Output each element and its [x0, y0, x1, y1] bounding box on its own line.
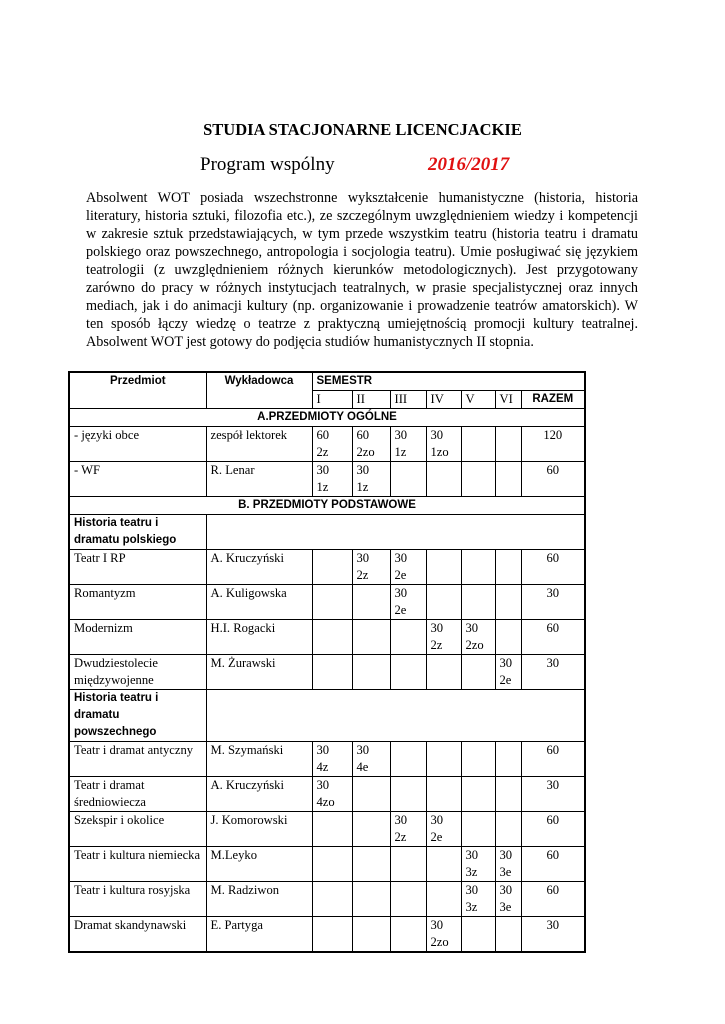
semester-cell: [312, 620, 352, 655]
total-cell: 30: [521, 655, 585, 690]
lecturer-cell: A. Kuligowska: [206, 585, 312, 620]
credit-value: 2z: [316, 445, 329, 459]
hours-value: 30: [430, 813, 444, 827]
semester-cell: [461, 882, 495, 917]
semester-cell: [426, 777, 461, 812]
hours-value: 30: [430, 621, 444, 635]
subject-cell: Teatr i dramat antyczny: [69, 742, 206, 777]
section-row: [69, 409, 585, 427]
table-row: [69, 550, 585, 585]
semester-cell: [461, 550, 495, 585]
lecturer-cell: A. Kruczyński: [206, 550, 312, 585]
program-label: Program wspólny: [200, 154, 335, 175]
subject-cell: Modernizm: [69, 620, 206, 655]
credit-value: 3e: [499, 900, 512, 914]
semester-cell: [390, 585, 426, 620]
hours-value: 30: [465, 883, 479, 897]
semester-cell: [352, 847, 390, 882]
semester-cell: [352, 462, 390, 497]
table-row: [69, 655, 585, 690]
semester-cell: [461, 847, 495, 882]
hours-value: 30: [316, 778, 330, 792]
credit-value: 2e: [499, 673, 512, 687]
semester-cell: [352, 427, 390, 462]
semester-cell: [312, 585, 352, 620]
hours-value: 30: [394, 551, 408, 565]
semester-cell: [390, 550, 426, 585]
subject-header: Przedmiot: [69, 372, 206, 409]
semester-cell: [495, 427, 521, 462]
group-spacer: [206, 690, 585, 742]
semester-cell: [495, 847, 521, 882]
lecturer-cell: M. Szymański: [206, 742, 312, 777]
subject-cell: Romantyzm: [69, 585, 206, 620]
semester-cell: [390, 462, 426, 497]
semester-cell: [352, 585, 390, 620]
subject-cell: Teatr i kultura rosyjska: [69, 882, 206, 917]
semester-cell: [312, 550, 352, 585]
semester-cell: [352, 550, 390, 585]
subject-cell: Teatr i kultura niemiecka: [69, 847, 206, 882]
group-title: Historia teatru i dramatu polskiego: [69, 515, 206, 550]
hours-value: 30: [316, 743, 330, 757]
table-row: [69, 620, 585, 655]
semester-cell: [461, 655, 495, 690]
table-row: [69, 462, 585, 497]
table-row: [69, 742, 585, 777]
total-cell: 60: [521, 620, 585, 655]
semester-cell: [426, 620, 461, 655]
section-b-title: B. PRZEDMIOTY PODSTAWOWE: [69, 497, 585, 515]
semester-cell: [426, 655, 461, 690]
semester-cell: [312, 847, 352, 882]
semester-cell: [312, 812, 352, 847]
lecturer-cell: R. Lenar: [206, 462, 312, 497]
program-table-body: [69, 372, 585, 952]
table-row: [69, 917, 585, 953]
semester-cell: [426, 917, 461, 953]
semester-cell: [312, 462, 352, 497]
semester-cell: [461, 427, 495, 462]
credit-value: 4z: [316, 760, 329, 774]
group-row: [69, 690, 585, 742]
hours-value: 30: [499, 848, 513, 862]
credit-value: 2z: [394, 830, 407, 844]
semester-cell: [426, 812, 461, 847]
semester-cell: [495, 882, 521, 917]
total-header: RAZEM: [521, 391, 585, 409]
semester-cell: [495, 462, 521, 497]
table-row: [69, 847, 585, 882]
hours-value: 30: [465, 621, 479, 635]
credit-value: 2zo: [430, 935, 449, 949]
total-cell: 30: [521, 777, 585, 812]
subject-cell: Dramat skandynawski: [69, 917, 206, 953]
semester-label: III: [390, 391, 426, 409]
semester-cell: [312, 427, 352, 462]
semester-cell: [495, 742, 521, 777]
hours-value: 30: [499, 883, 513, 897]
semester-cell: [312, 742, 352, 777]
semester-cell: [312, 882, 352, 917]
hours-value: 30: [356, 463, 370, 477]
intro-paragraph: Absolwent WOT posiada wszechstronne wykształcenie humanistyczne (historia, historia literatury, historia sztuki, filozofia etc.), ze szczególnym uwzględnieniem wiedzy i kompetencji w zakresie sztuk przedstawiających, w tym przede wszystkim teatru (historia teatru i dramatu polskiego oraz powszechnego, antropologia i socjologia teatru). Umie posługiwać się językiem teatrologii (z uwzględnieniem różnych kierunków metodologicznych). Jest przygotowany zarówno do pracy w różnych instytucjach teatralnych, w prasie specjalistycznej oraz innych mediach, jak i do animacji kultury (np. organizowanie i prowadzenie teatrów amatorskich). W ten sposób łączy wiedzę o teatrze z praktyczną umiejętnością promocji kultury teatralnej. Absolwent WOT jest gotowy do podjęcia studiów humanistycznych II stopnia.: [86, 190, 638, 350]
group-title: Historia teatru i dramatu powszechnego: [69, 690, 206, 742]
group-spacer: [206, 515, 585, 550]
semester-cell: [426, 742, 461, 777]
semester-cell: [352, 812, 390, 847]
hours-value: 30: [394, 586, 408, 600]
academic-year: 2016/2017: [428, 154, 510, 175]
hours-value: 30: [499, 656, 513, 670]
hours-value: 60: [316, 428, 330, 442]
credit-value: 2e: [394, 568, 407, 582]
group-row: [69, 515, 585, 550]
table-row: [69, 427, 585, 462]
semester-cell: [352, 742, 390, 777]
subject-cell: Szekspir i okolice: [69, 812, 206, 847]
semester-cell: [352, 917, 390, 953]
semester-header: SEMESTR: [312, 372, 585, 391]
subject-cell: Teatr i dramat średniowiecza: [69, 777, 206, 812]
hours-value: 30: [430, 918, 444, 932]
semester-cell: [426, 462, 461, 497]
page-title: STUDIA STACJONARNE LICENCJACKIE: [203, 120, 522, 139]
semester-cell: [426, 882, 461, 917]
total-cell: 30: [521, 585, 585, 620]
hours-value: 60: [356, 428, 370, 442]
hours-value: 30: [465, 848, 479, 862]
credit-value: 4e: [356, 760, 369, 774]
semester-cell: [461, 585, 495, 620]
credit-value: 2z: [356, 568, 369, 582]
semester-cell: [390, 655, 426, 690]
hours-value: 30: [316, 463, 330, 477]
program-table: [68, 371, 586, 953]
subject-cell: - języki obce: [69, 427, 206, 462]
semester-cell: [495, 585, 521, 620]
total-cell: 60: [521, 742, 585, 777]
semester-cell: [390, 882, 426, 917]
semester-cell: [426, 550, 461, 585]
semester-cell: [352, 882, 390, 917]
semester-cell: [426, 585, 461, 620]
credit-value: 3z: [465, 865, 478, 879]
total-cell: 60: [521, 812, 585, 847]
credit-value: 4zo: [316, 795, 335, 809]
semester-label: IV: [426, 391, 461, 409]
total-cell: 60: [521, 462, 585, 497]
semester-cell: [426, 847, 461, 882]
semester-label: VI: [495, 391, 521, 409]
semester-cell: [461, 812, 495, 847]
subject-cell: Dwudziestolecie międzywojenne: [69, 655, 206, 690]
semester-cell: [495, 917, 521, 953]
semester-label: I: [312, 391, 352, 409]
semester-cell: [461, 742, 495, 777]
hours-value: 30: [430, 428, 444, 442]
total-cell: 60: [521, 847, 585, 882]
semester-cell: [461, 917, 495, 953]
semester-cell: [352, 655, 390, 690]
semester-cell: [495, 655, 521, 690]
semester-cell: [312, 655, 352, 690]
semester-cell: [352, 620, 390, 655]
hours-value: 30: [394, 428, 408, 442]
lecturer-cell: H.I. Rogacki: [206, 620, 312, 655]
lecturer-cell: J. Komorowski: [206, 812, 312, 847]
semester-cell: [495, 812, 521, 847]
program-heading: [200, 154, 510, 176]
semester-label: V: [461, 391, 495, 409]
credit-value: 1z: [394, 445, 407, 459]
credit-value: 1zo: [430, 445, 449, 459]
lecturer-cell: A. Kruczyński: [206, 777, 312, 812]
semester-cell: [495, 620, 521, 655]
semester-cell: [495, 550, 521, 585]
total-cell: 60: [521, 882, 585, 917]
section-a-title: A.PRZEDMIOTY OGÓLNE: [69, 409, 585, 427]
hours-value: 30: [356, 743, 370, 757]
total-cell: 120: [521, 427, 585, 462]
lecturer-cell: M. Żurawski: [206, 655, 312, 690]
credit-value: 3e: [499, 865, 512, 879]
semester-cell: [312, 777, 352, 812]
credit-value: 2z: [430, 638, 443, 652]
semester-cell: [390, 742, 426, 777]
subject-cell: - WF: [69, 462, 206, 497]
semester-cell: [352, 777, 390, 812]
hours-value: 30: [356, 551, 370, 565]
semester-cell: [390, 917, 426, 953]
section-row: [69, 497, 585, 515]
credit-value: 2e: [394, 603, 407, 617]
table-row: [69, 585, 585, 620]
lecturer-cell: zespół lektorek: [206, 427, 312, 462]
table-row: [69, 812, 585, 847]
credit-value: 1z: [316, 480, 329, 494]
semester-cell: [390, 620, 426, 655]
credit-value: 2zo: [356, 445, 375, 459]
hours-value: 30: [394, 813, 408, 827]
total-cell: 30: [521, 917, 585, 953]
credit-value: 2e: [430, 830, 443, 844]
table-row: [69, 777, 585, 812]
semester-cell: [495, 777, 521, 812]
semester-cell: [390, 847, 426, 882]
lecturer-cell: M.Leyko: [206, 847, 312, 882]
lecturer-cell: M. Radziwon: [206, 882, 312, 917]
semester-cell: [312, 917, 352, 953]
semester-cell: [461, 777, 495, 812]
credit-value: 1z: [356, 480, 369, 494]
semester-cell: [390, 812, 426, 847]
table-row: [69, 882, 585, 917]
semester-cell: [390, 777, 426, 812]
lecturer-header: Wykładowca: [206, 372, 312, 409]
semester-cell: [426, 427, 461, 462]
lecturer-cell: E. Partyga: [206, 917, 312, 953]
semester-cell: [461, 462, 495, 497]
total-cell: 60: [521, 550, 585, 585]
credit-value: 3z: [465, 900, 478, 914]
semester-label: II: [352, 391, 390, 409]
credit-value: 2zo: [465, 638, 484, 652]
header-row: [69, 372, 585, 391]
semester-cell: [390, 427, 426, 462]
subject-cell: Teatr I RP: [69, 550, 206, 585]
semester-cell: [461, 620, 495, 655]
